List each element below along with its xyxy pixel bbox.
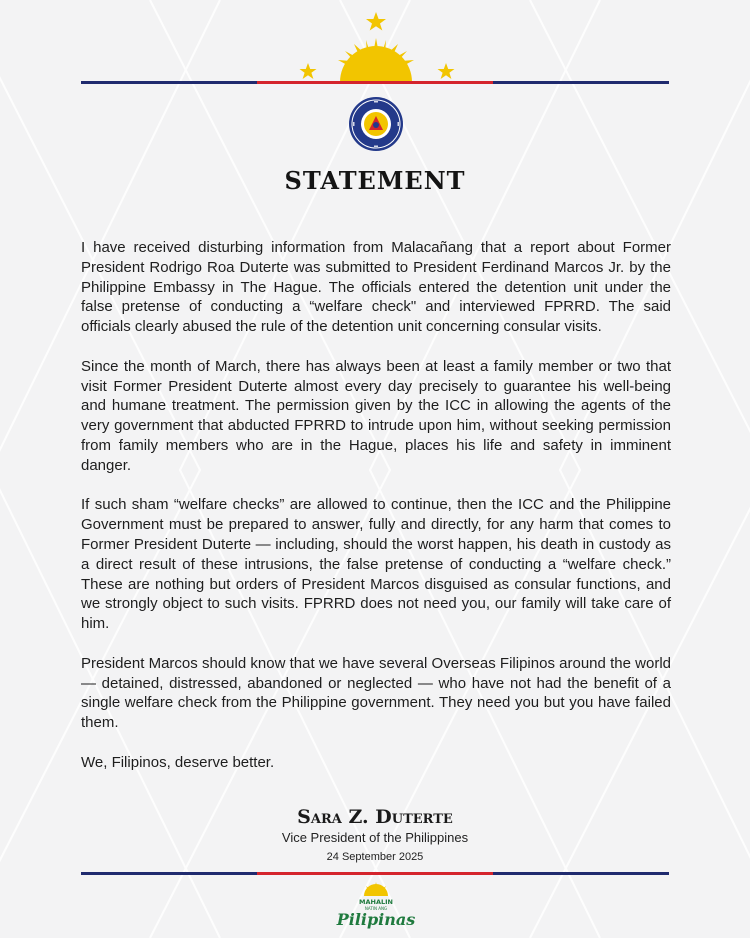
star-icon — [366, 12, 386, 31]
signatory-name: Sara Z. Duterte — [297, 806, 453, 828]
bottom-divider — [81, 872, 669, 875]
sun-and-stars-emblem — [296, 8, 456, 86]
mahalin-pilipinas-logo — [336, 880, 416, 932]
paragraph: If such sham “welfare checks” are allowed to continue, then the ICC and the Philippine Government must be prepared to answer, fully and directly, for any harm that comes to Former President Duterte — including, should the worst happen, his death in custody as a direct result of these intrusions, the false pretense of conducting a “welfare check.” These are nothing but orders of President Marcos disguised as consular functions, and we strongly object to such visits. FPRRD does not need you, our family will take care of him. — [81, 496, 671, 633]
vice-president-seal — [348, 96, 404, 152]
statement-body — [81, 238, 671, 773]
paragraph: I have received disturbing information from Malacañang that a report about Former President Rodrigo Roa Duterte was submitted to President Ferdinand Marcos Jr. by the Philippine Embassy in The Hague. The officials entered the detention unit under the false pretense of conducting a “welfare check" and interviewed FPRRD. The said officials clearly abused the rule of the detention unit concerning consular visits. — [81, 239, 671, 336]
svg-text:Pilipinas: Pilipinas — [336, 910, 416, 929]
paragraph: President Marcos should know that we have several Overseas Filipinos around the world — detained, distressed, abandoned or neglected — who have not had the benefit of a single welfare check from the Philippine government. They need you but you have failed them. — [81, 654, 671, 732]
paragraph: Since the month of March, there has always been at least a family member or two that visit Former President Duterte almost every day precisely to guarantee his well-being and humane treatment. The permission given by the ICC in allowing the agents of the very government that abducted FPRRD to intrude upon him, without seeking permission from family members who are in the Hague, places his life and safety in imminent danger. — [81, 357, 671, 474]
page-title: STATEMENT — [284, 166, 466, 195]
signatory-role: Vice President of the Philippines — [281, 830, 469, 845]
statement-date: 24 September 2025 — [326, 851, 424, 863]
svg-text:MAHALIN: MAHALIN — [359, 898, 393, 906]
svg-text:NATIN ANG: NATIN ANG — [364, 906, 388, 911]
star-icon — [438, 63, 455, 79]
paragraph: We, Filipinos, deserve better. — [81, 753, 275, 771]
star-icon — [300, 63, 317, 79]
top-divider — [81, 81, 669, 84]
